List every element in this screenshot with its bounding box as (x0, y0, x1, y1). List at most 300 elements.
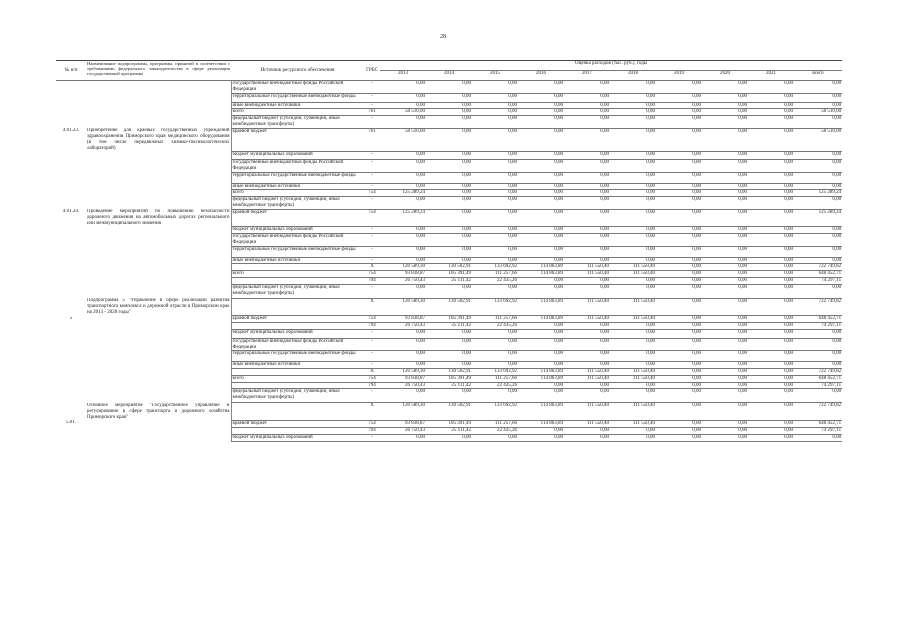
row-value: 93 838,87 (380, 316, 426, 323)
budget-table (56, 60, 842, 442)
row-name (86, 351, 231, 362)
row-value: 0,00 (564, 277, 610, 284)
row-grbs: 754 (364, 271, 380, 278)
row-grbs: - (364, 227, 380, 234)
row-grbs: - (364, 159, 380, 172)
row-source: бюджет муниципальных образований (231, 434, 364, 441)
row-value: 0,00 (748, 227, 794, 234)
row-value: 0,00 (564, 382, 610, 389)
row-value: 648 452,71 (794, 271, 842, 278)
row-value: 0,00 (564, 93, 610, 102)
row-name (86, 233, 231, 246)
row-value: 0,00 (472, 81, 518, 94)
row-value: 114 863,89 (518, 369, 564, 376)
row-value: 0,00 (564, 284, 610, 298)
page-number: 28 (440, 34, 446, 40)
row-value: 0,00 (748, 298, 794, 315)
row-source: государственные внебюджетные фонды Российской Федерации (231, 81, 364, 94)
row-value: 133 692,92 (472, 403, 518, 420)
row-value: 0,00 (610, 389, 656, 403)
row-value: 0,00 (426, 351, 472, 362)
row-value: 111 257,66 (472, 271, 518, 278)
row-grbs: - (364, 172, 380, 183)
row-grbs: - (364, 284, 380, 298)
row-value: 0,00 (518, 362, 564, 369)
row-value: 0,00 (380, 329, 426, 338)
row-value: 0,00 (518, 284, 564, 298)
row-number: 4.01.23. (62, 128, 80, 134)
row-value: 0,00 (702, 159, 748, 172)
row-value: 0,00 (748, 362, 794, 369)
row-value: 0,00 (564, 233, 610, 246)
row-value: 0,00 (426, 109, 472, 116)
row-value: 0,00 (426, 246, 472, 257)
row-value: 130 502,91 (426, 403, 472, 420)
row-value: 0,00 (748, 420, 794, 427)
row-number (56, 159, 86, 172)
row-value: 0,00 (748, 382, 794, 389)
row-value: 0,00 (656, 369, 702, 376)
row-grbs: 794 (364, 382, 380, 389)
header-year: 2020 (702, 71, 748, 81)
row-value: 0,00 (610, 434, 656, 441)
row-value: 0,00 (426, 190, 472, 197)
row-source (231, 322, 364, 329)
row-value: 0,00 (748, 159, 794, 172)
header-year: 2016 (518, 71, 564, 81)
row-value: 111 550,40 (564, 264, 610, 271)
header-year: 2014 (426, 71, 472, 81)
row-number (56, 116, 86, 129)
row-value: 0,00 (564, 351, 610, 362)
row-value: 0,00 (656, 420, 702, 427)
table-row (56, 284, 842, 298)
row-number (56, 298, 86, 315)
row-number (56, 257, 86, 264)
row-value: 105 391,49 (426, 271, 472, 278)
table-row (56, 316, 842, 323)
row-grbs: X (364, 403, 380, 420)
row-value: 0,00 (702, 209, 748, 226)
table-row (56, 233, 842, 246)
row-value: 74 297,11 (794, 427, 842, 434)
table-row (56, 183, 842, 190)
row-value: 0,00 (748, 277, 794, 284)
row-value: 0,00 (610, 362, 656, 369)
row-grbs: - (364, 246, 380, 257)
row-value: 0,00 (426, 159, 472, 172)
row-value: 0,00 (426, 434, 472, 441)
row-source: краевой бюджет (231, 209, 364, 226)
row-grbs: 794 (364, 277, 380, 284)
row-value: 0,00 (702, 362, 748, 369)
row-value: 722 749,82 (794, 298, 842, 315)
row-value: 0,00 (518, 190, 564, 197)
row-value: 0,00 (380, 172, 426, 183)
row-value: 0,00 (748, 257, 794, 264)
row-name: Основное мероприятие "Государственное управление и регулирование в сфере транспорта и дорожного хозяйства Приморского края" (87, 402, 230, 420)
row-value: 22 435,26 (472, 322, 518, 329)
table-row (56, 197, 842, 210)
table-row (56, 109, 842, 116)
row-value: 0,00 (656, 434, 702, 441)
row-name (86, 151, 231, 159)
row-source: государственные внебюджетные фонды Российской Федерации (231, 338, 364, 351)
row-number: 5.01. (66, 420, 76, 426)
row-value: 125 289,24 (380, 190, 426, 197)
row-value: 0,00 (702, 351, 748, 362)
row-value: 0,00 (380, 159, 426, 172)
row-value: 0,00 (702, 427, 748, 434)
header-year: 2018 (610, 71, 656, 81)
row-value: 0,00 (656, 382, 702, 389)
row-value: 0,00 (656, 183, 702, 190)
row-value: 0,00 (748, 322, 794, 329)
row-value: 0,00 (748, 81, 794, 94)
row-value: 0,00 (518, 209, 564, 226)
row-value: 0,00 (656, 197, 702, 210)
row-source: иные внебюджетные источники (231, 102, 364, 109)
row-value: 0,00 (656, 116, 702, 129)
row-value: 0,00 (472, 109, 518, 116)
row-value: 0,00 (564, 427, 610, 434)
row-value: 0,00 (472, 246, 518, 257)
row-value: 0,00 (794, 338, 842, 351)
row-value: 0,00 (748, 389, 794, 403)
row-value: 0,00 (610, 322, 656, 329)
table-row (56, 257, 842, 264)
header-row-top (56, 61, 842, 71)
row-value: 0,00 (380, 389, 426, 403)
row-value: 0,00 (794, 159, 842, 172)
row-value: 0,00 (794, 257, 842, 264)
row-value: 0,00 (426, 284, 472, 298)
row-value: 0,00 (794, 116, 842, 129)
table-row (56, 434, 842, 441)
row-value: 0,00 (702, 316, 748, 323)
row-number (56, 351, 86, 362)
row-value: 26 750,43 (380, 427, 426, 434)
row-value: 0,00 (656, 257, 702, 264)
row-grbs: 754 (364, 375, 380, 382)
row-value: 0,00 (610, 116, 656, 129)
row-value: 0,00 (610, 93, 656, 102)
table-row (56, 271, 842, 278)
row-value: 0,00 (472, 233, 518, 246)
row-name (86, 284, 231, 298)
row-number (56, 109, 86, 116)
row-value: 111 550,40 (564, 420, 610, 427)
row-value: 0,00 (748, 151, 794, 159)
row-source (231, 403, 364, 420)
row-value: 0,00 (656, 233, 702, 246)
row-source: территориальные государственные внебюджетные фонды (231, 246, 364, 257)
row-value: 0,00 (472, 128, 518, 151)
row-value: 0,00 (426, 116, 472, 129)
row-value: 114 863,89 (518, 271, 564, 278)
row-value: 0,00 (702, 284, 748, 298)
row-value: 111 550,40 (564, 375, 610, 382)
row-grbs: - (364, 233, 380, 246)
row-value: 114 863,89 (518, 264, 564, 271)
row-value: 111 550,40 (610, 420, 656, 427)
table-row (56, 329, 842, 338)
row-value: 0,00 (380, 81, 426, 94)
row-value: 0,00 (748, 109, 794, 116)
row-source: всего (231, 375, 364, 382)
row-name: Проведение мероприятий по повышению безопасности дорожного движения на автомобильных дорогах регионального или межмуниципального значения (87, 209, 230, 226)
row-value: 0,00 (518, 227, 564, 234)
row-value: 125 289,24 (794, 209, 842, 226)
row-value: 648 452,71 (794, 316, 842, 323)
row-grbs: - (364, 81, 380, 94)
row-value: 0,00 (702, 277, 748, 284)
table-row (56, 128, 842, 151)
row-value: 0,00 (702, 172, 748, 183)
row-value: 114 863,89 (518, 316, 564, 323)
row-value: 114 863,89 (518, 420, 564, 427)
row-value: 0,00 (794, 284, 842, 298)
row-value: 0,00 (702, 246, 748, 257)
row-value: 130 502,91 (426, 264, 472, 271)
row-value: 0,00 (656, 271, 702, 278)
row-value: 0,00 (656, 298, 702, 315)
row-value: 0,00 (656, 93, 702, 102)
row-value: 0,00 (518, 109, 564, 116)
row-value: 0,00 (656, 264, 702, 271)
row-value: 58 510,00 (794, 109, 842, 116)
row-value: 0,00 (426, 362, 472, 369)
table-row (56, 375, 842, 382)
row-value: 0,00 (656, 246, 702, 257)
row-value: 722 749,82 (794, 264, 842, 271)
row-value: 0,00 (748, 316, 794, 323)
row-value: 0,00 (472, 102, 518, 109)
row-value: 0,00 (380, 351, 426, 362)
row-value: 105 391,49 (426, 420, 472, 427)
row-value: 0,00 (702, 102, 748, 109)
row-number (56, 93, 86, 102)
row-value: 0,00 (656, 351, 702, 362)
row-value: 648 452,71 (794, 420, 842, 427)
row-grbs: - (364, 197, 380, 210)
row-name (86, 81, 231, 94)
row-value: 105 391,49 (426, 316, 472, 323)
row-value: 0,00 (656, 227, 702, 234)
row-grbs: 754 (364, 420, 380, 427)
row-name (86, 109, 231, 116)
row-value: 0,00 (518, 338, 564, 351)
row-source (231, 369, 364, 376)
row-name (86, 362, 231, 369)
row-value: 0,00 (380, 338, 426, 351)
row-grbs: - (364, 102, 380, 109)
row-value: 0,00 (472, 190, 518, 197)
row-value: 0,00 (472, 329, 518, 338)
row-value: 0,00 (564, 102, 610, 109)
row-value: 0,00 (426, 81, 472, 94)
row-value: 0,00 (518, 172, 564, 183)
row-value: 0,00 (610, 128, 656, 151)
row-value: 0,00 (794, 93, 842, 102)
row-source: всего (231, 190, 364, 197)
row-name (86, 264, 231, 271)
row-value: 0,00 (380, 93, 426, 102)
row-source (231, 277, 364, 284)
row-value: 120 589,30 (380, 403, 426, 420)
row-value: 0,00 (472, 116, 518, 129)
row-value: 0,00 (518, 257, 564, 264)
row-value: 0,00 (610, 227, 656, 234)
row-value: 0,00 (518, 246, 564, 257)
row-value: 0,00 (426, 227, 472, 234)
table-row (56, 172, 842, 183)
row-value: 0,00 (518, 183, 564, 190)
row-value: 0,00 (426, 209, 472, 226)
row-value: 93 838,87 (380, 271, 426, 278)
row-value: 0,00 (610, 284, 656, 298)
row-name (86, 271, 231, 278)
row-value: 0,00 (748, 284, 794, 298)
row-source: всего (231, 271, 364, 278)
table-row (56, 227, 842, 234)
row-value: 0,00 (702, 382, 748, 389)
row-value: 133 692,92 (472, 264, 518, 271)
row-value: 0,00 (564, 172, 610, 183)
row-value: 0,00 (656, 277, 702, 284)
table-row (56, 209, 842, 226)
row-value: 0,00 (380, 284, 426, 298)
table-row (56, 338, 842, 351)
row-value: 0,00 (380, 183, 426, 190)
row-grbs: 794 (364, 322, 380, 329)
row-number (56, 190, 86, 197)
row-value: 111 550,40 (610, 271, 656, 278)
row-value: 0,00 (564, 246, 610, 257)
row-number (56, 197, 86, 210)
row-value: 130 502,91 (426, 298, 472, 315)
row-grbs: - (364, 93, 380, 102)
row-value: 111 550,40 (564, 271, 610, 278)
row-value: 0,00 (518, 427, 564, 434)
table-row (56, 159, 842, 172)
row-value: 0,00 (426, 93, 472, 102)
row-value: 0,00 (794, 227, 842, 234)
header-num: № п/п (56, 61, 86, 81)
row-value: 0,00 (426, 329, 472, 338)
row-source: федеральный бюджет (субсидии, субвенции, иные межбюджетные трансферты) (231, 284, 364, 298)
row-value: 0,00 (472, 159, 518, 172)
row-value: 0,00 (610, 190, 656, 197)
row-name (86, 420, 231, 427)
row-number (56, 322, 86, 329)
row-number (56, 172, 86, 183)
row-value: 0,00 (748, 338, 794, 351)
row-value: 120 589,30 (380, 369, 426, 376)
row-value: 111 550,40 (564, 369, 610, 376)
row-value: 22 435,26 (472, 427, 518, 434)
row-value: 0,00 (656, 128, 702, 151)
row-value: 0,00 (748, 427, 794, 434)
row-name (86, 434, 231, 441)
table-row (56, 389, 842, 403)
table-row (56, 93, 842, 102)
row-value: 0,00 (472, 434, 518, 441)
row-value: 0,00 (610, 172, 656, 183)
row-name (86, 227, 231, 234)
row-name (86, 183, 231, 190)
row-value: 26 750,43 (380, 382, 426, 389)
row-value: 125 289,24 (794, 190, 842, 197)
row-value: 120 589,30 (380, 298, 426, 315)
row-value: 22 435,26 (472, 277, 518, 284)
row-value: 0,00 (380, 362, 426, 369)
row-number (56, 389, 86, 403)
row-name (86, 257, 231, 264)
row-value: 0,00 (794, 197, 842, 210)
row-value: 0,00 (472, 284, 518, 298)
row-number (56, 369, 86, 376)
row-value: 0,00 (656, 159, 702, 172)
row-value: 111 550,40 (610, 298, 656, 315)
row-grbs: - (364, 351, 380, 362)
row-name (86, 172, 231, 183)
row-value: 0,00 (564, 183, 610, 190)
row-value: 105 391,49 (426, 375, 472, 382)
row-value: 0,00 (564, 116, 610, 129)
row-value: 133 692,92 (472, 369, 518, 376)
row-value: 0,00 (564, 190, 610, 197)
row-value: 0,00 (656, 151, 702, 159)
row-value: 0,00 (610, 233, 656, 246)
row-value: 0,00 (426, 197, 472, 210)
row-value: 0,00 (794, 351, 842, 362)
row-source: территориальные государственные внебюджетные фонды (231, 93, 364, 102)
row-grbs: 761 (364, 128, 380, 151)
row-value: 0,00 (702, 190, 748, 197)
row-value: 0,00 (380, 246, 426, 257)
row-grbs: X (364, 264, 380, 271)
row-name (86, 329, 231, 338)
row-value: 0,00 (610, 277, 656, 284)
row-source (231, 298, 364, 315)
row-value: 25 111,42 (426, 382, 472, 389)
row-value: 0,00 (702, 128, 748, 151)
row-value: 0,00 (472, 389, 518, 403)
row-value: 0,00 (564, 128, 610, 151)
row-value: 114 863,89 (518, 403, 564, 420)
row-value: 0,00 (610, 151, 656, 159)
row-value: 0,00 (702, 375, 748, 382)
row-value: 0,00 (748, 264, 794, 271)
row-value: 0,00 (564, 434, 610, 441)
row-value: 0,00 (380, 434, 426, 441)
row-value: 0,00 (426, 233, 472, 246)
table-row (56, 298, 842, 315)
row-number (56, 403, 86, 420)
row-value: 0,00 (380, 227, 426, 234)
header-year: 2019 (656, 71, 702, 81)
table-row (56, 351, 842, 362)
row-value: 0,00 (748, 351, 794, 362)
row-number (56, 246, 86, 257)
row-value: 0,00 (518, 116, 564, 129)
row-value: 0,00 (748, 172, 794, 183)
row-value: 130 502,91 (426, 369, 472, 376)
row-value: 0,00 (794, 329, 842, 338)
row-name (86, 389, 231, 403)
row-value: 26 750,43 (380, 322, 426, 329)
